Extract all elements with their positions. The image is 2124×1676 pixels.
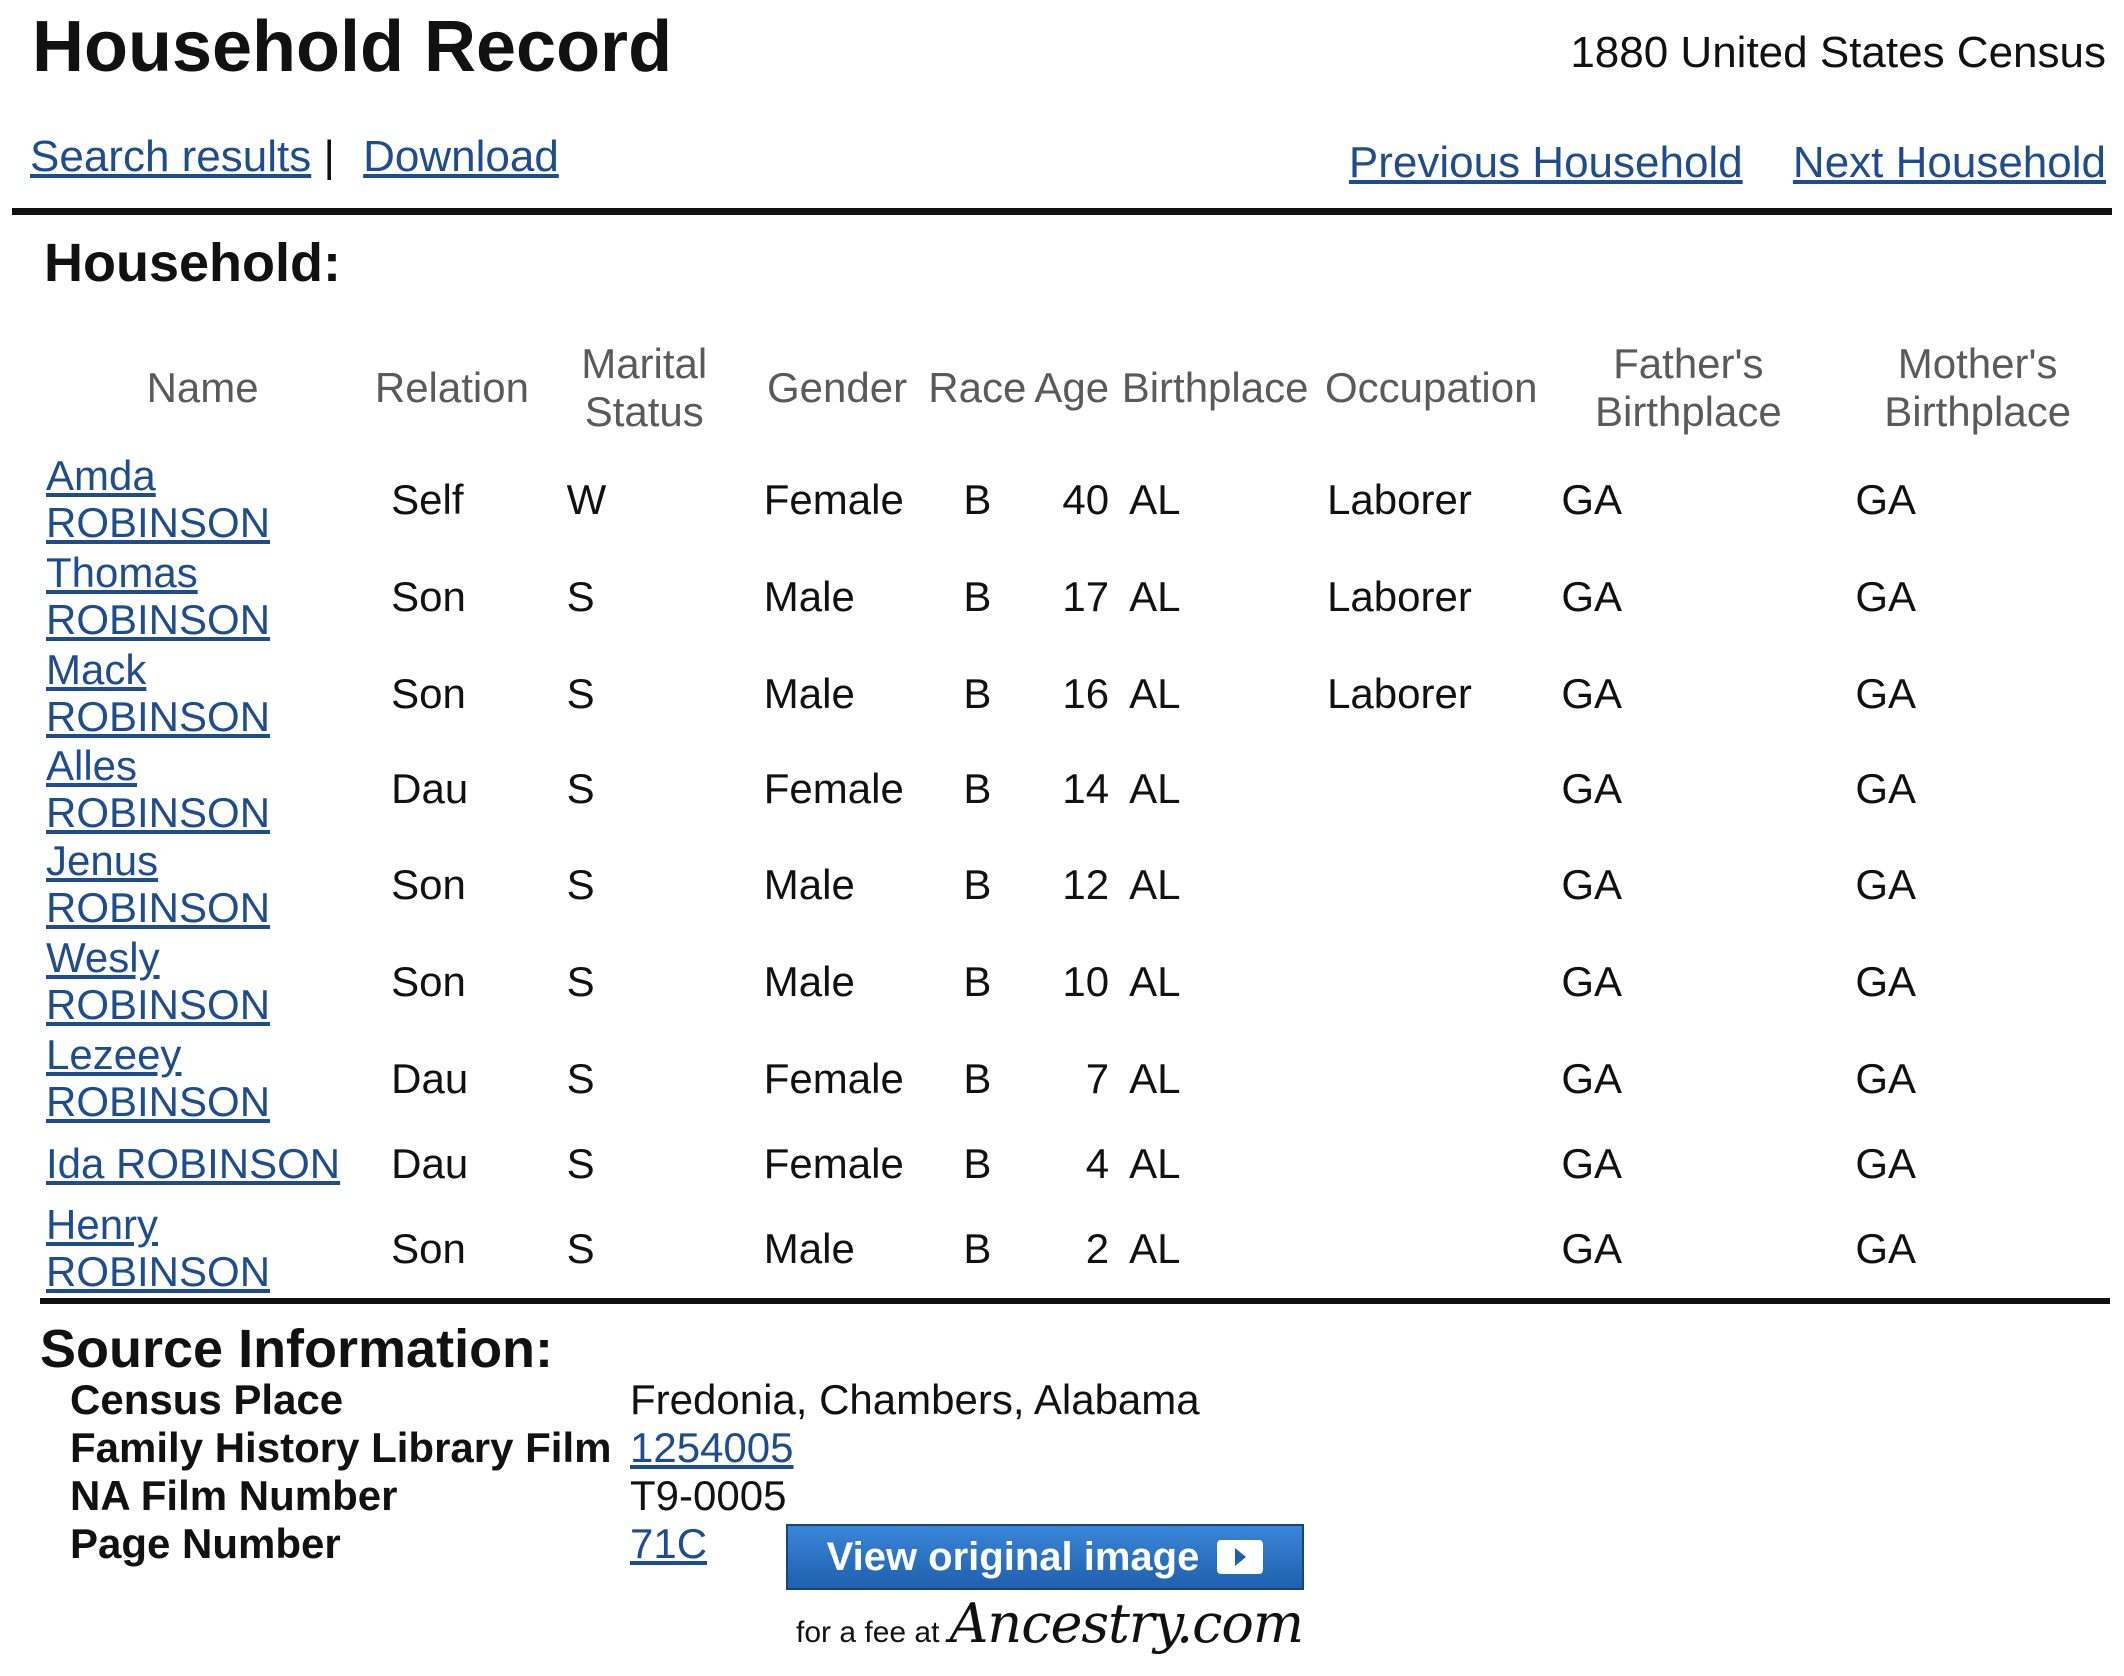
birthplace-cell: AL bbox=[1129, 957, 1181, 1005]
occupation-cell bbox=[1317, 742, 1545, 836]
source-row bbox=[70, 1424, 1200, 1472]
birthplace-cell: AL bbox=[1129, 475, 1181, 523]
relation-cell: Dau bbox=[391, 1054, 469, 1102]
gender-cell: Male bbox=[763, 1224, 855, 1272]
gender-cell: Male bbox=[763, 957, 855, 1005]
member-name-link[interactable]: Jenus ROBINSON bbox=[46, 837, 271, 932]
member-name-link[interactable]: Wesly ROBINSON bbox=[46, 934, 271, 1029]
col-mothers-birthplace: Mother's Birthplace bbox=[1884, 340, 2072, 436]
table-row bbox=[40, 451, 2124, 548]
relation-cell: Son bbox=[391, 860, 466, 908]
relation-cell: Son bbox=[391, 572, 466, 620]
table-row bbox=[40, 1200, 2124, 1297]
mother-birthplace-cell: GA bbox=[1855, 1139, 1917, 1187]
household-table bbox=[40, 340, 2124, 1297]
census-place-value: Fredonia, Chambers, Alabama bbox=[630, 1376, 1200, 1423]
census-place-label: Census Place bbox=[70, 1376, 344, 1423]
gender-cell: Female bbox=[763, 765, 904, 813]
source-heading: Source Information: bbox=[40, 1319, 554, 1379]
relation-cell: Son bbox=[391, 957, 466, 1005]
mother-birthplace-cell: GA bbox=[1855, 669, 1917, 717]
father-birthplace-cell: GA bbox=[1561, 1224, 1623, 1272]
col-relation: Relation bbox=[374, 364, 529, 412]
race-cell: B bbox=[963, 475, 992, 523]
birthplace-cell: AL bbox=[1129, 860, 1181, 908]
page-number-label: Page Number bbox=[70, 1520, 341, 1567]
col-gender: Gender bbox=[766, 364, 908, 412]
relation-cell: Son bbox=[391, 669, 466, 717]
table-row bbox=[40, 836, 2124, 933]
age-cell: 7 bbox=[1085, 1054, 1110, 1102]
table-row bbox=[40, 933, 2124, 1030]
birthplace-cell: AL bbox=[1129, 1224, 1181, 1272]
col-name: Name bbox=[146, 364, 259, 412]
col-age: Age bbox=[1034, 364, 1110, 412]
age-cell: 2 bbox=[1085, 1224, 1110, 1272]
source-row bbox=[70, 1472, 1200, 1520]
view-original-image-button[interactable] bbox=[786, 1524, 1304, 1590]
father-birthplace-cell: GA bbox=[1561, 669, 1623, 717]
page-title: Household Record bbox=[32, 7, 673, 87]
mother-birthplace-cell: GA bbox=[1855, 860, 1917, 908]
age-cell: 17 bbox=[1062, 572, 1110, 620]
col-birthplace: Birthplace bbox=[1121, 364, 1309, 412]
marital-cell: S bbox=[566, 669, 595, 717]
age-cell: 14 bbox=[1062, 765, 1110, 813]
table-row bbox=[40, 645, 2124, 742]
birthplace-cell: AL bbox=[1129, 1139, 1181, 1187]
relation-cell: Self bbox=[391, 475, 464, 523]
occupation-cell bbox=[1317, 1030, 1545, 1127]
age-cell: 40 bbox=[1062, 475, 1110, 523]
nav-right bbox=[1311, 138, 2106, 188]
occupation-cell: Laborer bbox=[1327, 572, 1472, 620]
member-name-link[interactable]: Henry ROBINSON bbox=[46, 1201, 271, 1296]
father-birthplace-cell: GA bbox=[1561, 860, 1623, 908]
mother-birthplace-cell: GA bbox=[1855, 572, 1917, 620]
mother-birthplace-cell: GA bbox=[1855, 957, 1917, 1005]
father-birthplace-cell: GA bbox=[1561, 475, 1623, 523]
member-name-link[interactable]: Amda ROBINSON bbox=[46, 452, 271, 547]
father-birthplace-cell: GA bbox=[1561, 1054, 1623, 1102]
film-label: Family History Library Film bbox=[70, 1424, 612, 1471]
fee-text: for a fee at bbox=[796, 1616, 940, 1649]
census-label: 1880 United States Census bbox=[1570, 28, 2106, 77]
gender-cell: Male bbox=[763, 572, 855, 620]
member-name-link[interactable]: Thomas ROBINSON bbox=[46, 549, 271, 644]
page-number-link[interactable]: 71C bbox=[630, 1520, 708, 1567]
father-birthplace-cell: GA bbox=[1561, 957, 1623, 1005]
col-occupation: Occupation bbox=[1324, 364, 1538, 412]
race-cell: B bbox=[963, 669, 992, 717]
gender-cell: Male bbox=[763, 860, 855, 908]
father-birthplace-cell: GA bbox=[1561, 572, 1623, 620]
occupation-cell bbox=[1317, 1200, 1545, 1297]
gender-cell: Female bbox=[763, 1054, 904, 1102]
age-cell: 10 bbox=[1062, 957, 1110, 1005]
mother-birthplace-cell: GA bbox=[1855, 475, 1917, 523]
age-cell: 4 bbox=[1085, 1139, 1110, 1187]
race-cell: B bbox=[963, 765, 992, 813]
col-race: Race bbox=[928, 364, 1027, 412]
marital-cell: S bbox=[566, 957, 595, 1005]
marital-cell: S bbox=[566, 765, 595, 813]
fee-line bbox=[796, 1592, 1303, 1655]
mother-birthplace-cell: GA bbox=[1855, 1224, 1917, 1272]
next-household-link[interactable]: Next Household bbox=[1792, 138, 2106, 187]
gender-cell: Male bbox=[763, 669, 855, 717]
race-cell: B bbox=[963, 1054, 992, 1102]
film-number-link[interactable]: 1254005 bbox=[630, 1424, 794, 1471]
gender-cell: Female bbox=[763, 475, 904, 523]
age-cell: 12 bbox=[1062, 860, 1110, 908]
marital-cell: S bbox=[566, 572, 595, 620]
table-row bbox=[40, 742, 2124, 836]
search-results-link[interactable]: Search results bbox=[30, 132, 312, 181]
header-divider bbox=[12, 208, 2112, 215]
birthplace-cell: AL bbox=[1129, 1054, 1181, 1102]
race-cell: B bbox=[963, 1139, 992, 1187]
birthplace-cell: AL bbox=[1129, 572, 1181, 620]
mother-birthplace-cell: GA bbox=[1855, 765, 1917, 813]
member-name-link[interactable]: Mack ROBINSON bbox=[46, 646, 271, 741]
occupation-cell: Laborer bbox=[1327, 669, 1472, 717]
nav-left bbox=[30, 132, 559, 182]
relation-cell: Dau bbox=[391, 765, 469, 813]
occupation-cell: Laborer bbox=[1327, 475, 1472, 523]
relation-cell: Dau bbox=[391, 1139, 469, 1187]
na-film-value: T9-0005 bbox=[630, 1472, 787, 1519]
household-heading: Household: bbox=[44, 233, 341, 293]
table-row bbox=[40, 548, 2124, 645]
col-marital-status: Marital Status bbox=[581, 340, 708, 436]
member-name-link[interactable]: Alles ROBINSON bbox=[46, 741, 271, 836]
race-cell: B bbox=[963, 957, 992, 1005]
father-birthplace-cell: GA bbox=[1561, 765, 1623, 813]
relation-cell: Son bbox=[391, 1224, 466, 1272]
marital-cell: S bbox=[566, 1139, 595, 1187]
birthplace-cell: AL bbox=[1129, 765, 1181, 813]
table-row bbox=[40, 1030, 2124, 1127]
download-link[interactable]: Download bbox=[363, 132, 559, 181]
arrow-right-icon bbox=[1217, 1540, 1263, 1574]
member-name-link[interactable]: Lezeey ROBINSON bbox=[46, 1031, 271, 1126]
race-cell: B bbox=[963, 1224, 992, 1272]
occupation-cell bbox=[1317, 836, 1545, 933]
race-cell: B bbox=[963, 572, 992, 620]
gender-cell: Female bbox=[763, 1139, 904, 1187]
marital-cell: S bbox=[566, 1224, 595, 1272]
member-name-link[interactable]: Ida ROBINSON bbox=[46, 1139, 341, 1187]
previous-household-link[interactable]: Previous Household bbox=[1348, 138, 1743, 187]
nav-separator: | bbox=[323, 132, 335, 181]
source-row bbox=[70, 1376, 1200, 1424]
marital-cell: S bbox=[566, 860, 595, 908]
birthplace-cell: AL bbox=[1129, 669, 1181, 717]
mother-birthplace-cell: GA bbox=[1855, 1054, 1917, 1102]
marital-cell: W bbox=[566, 475, 607, 523]
occupation-cell bbox=[1317, 933, 1545, 1030]
father-birthplace-cell: GA bbox=[1561, 1139, 1623, 1187]
race-cell: B bbox=[963, 860, 992, 908]
na-film-label: NA Film Number bbox=[70, 1472, 398, 1519]
table-header-row bbox=[40, 340, 2124, 451]
col-fathers-birthplace: Father's Birthplace bbox=[1594, 340, 1782, 436]
view-original-image-label: View original image bbox=[826, 1534, 1200, 1579]
table-row bbox=[40, 1127, 2124, 1200]
marital-cell: S bbox=[566, 1054, 595, 1102]
occupation-cell bbox=[1317, 1127, 1545, 1200]
ancestry-logo[interactable]: Ancestry.com bbox=[949, 1592, 1304, 1655]
source-divider bbox=[40, 1298, 2110, 1304]
age-cell: 16 bbox=[1062, 669, 1110, 717]
